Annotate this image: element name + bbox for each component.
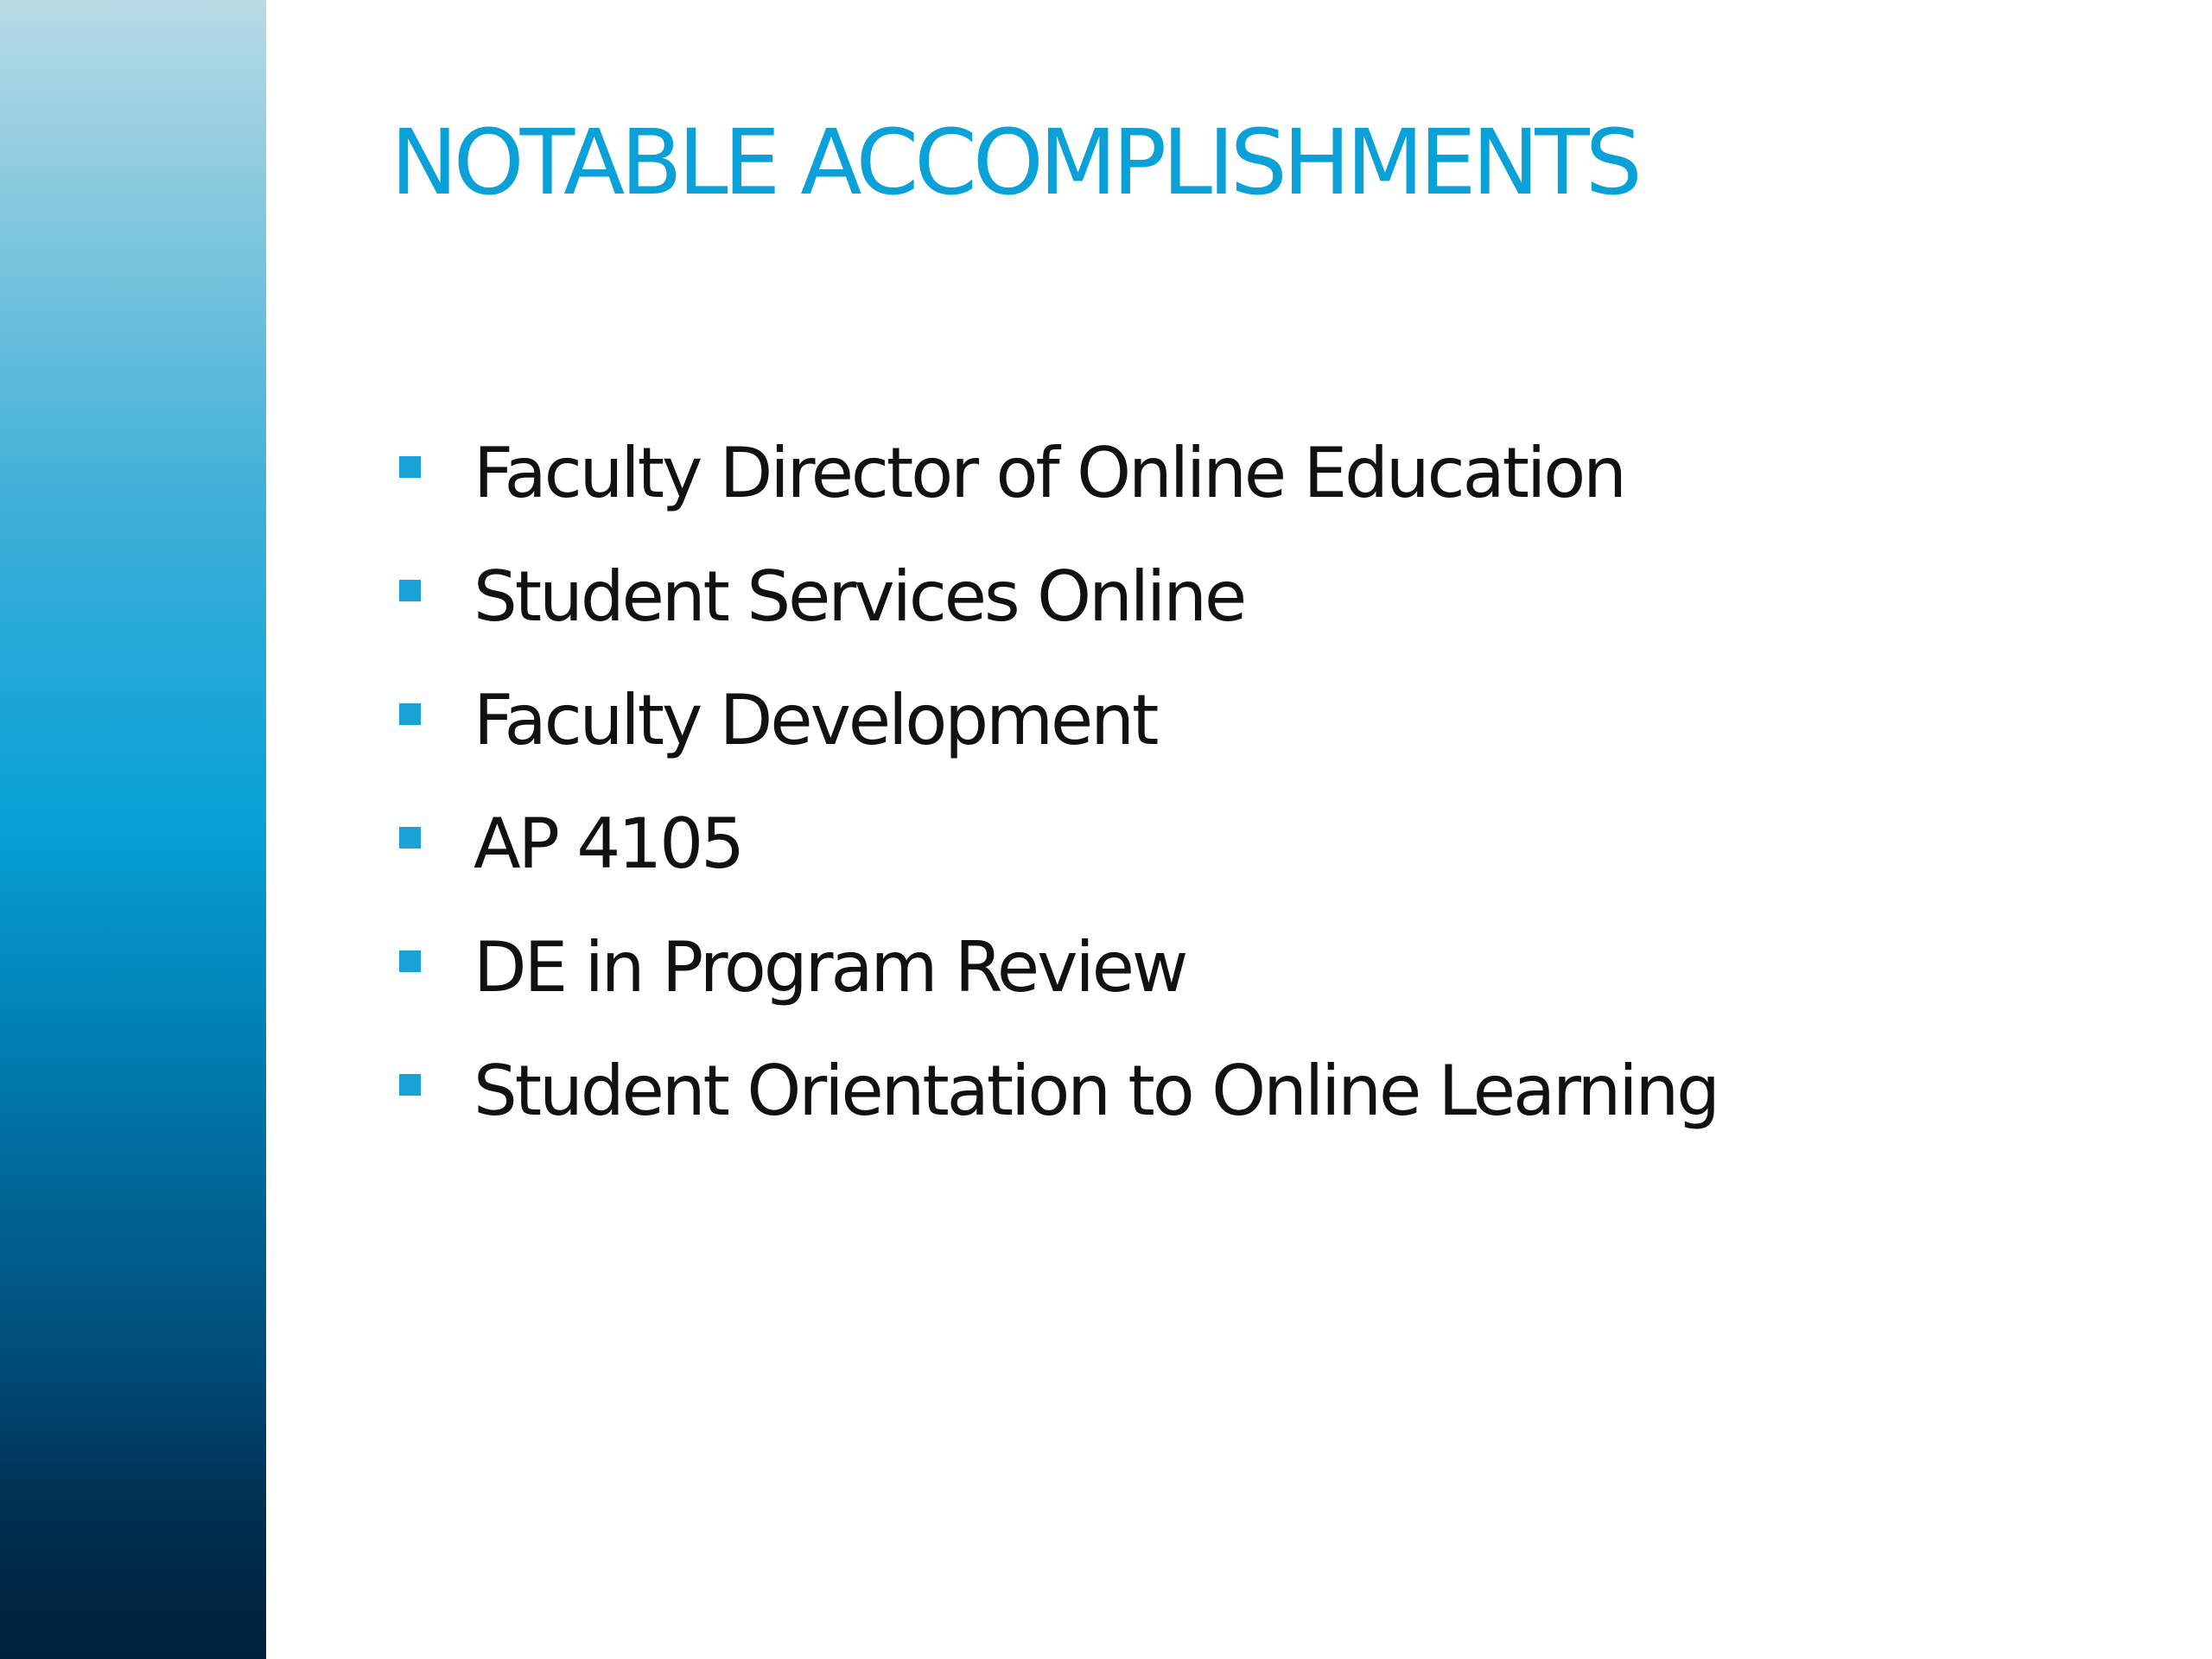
bullet-text: DE in Program Review — [474, 926, 1186, 1007]
square-bullet-icon — [399, 950, 421, 972]
square-bullet-icon — [399, 456, 421, 478]
slide-title: NOTABLE ACCOMPLISHMENTS — [391, 110, 1638, 215]
bullet-item-faculty-director — [391, 411, 1718, 535]
square-bullet-icon — [399, 1074, 421, 1096]
bullet-list — [391, 411, 1718, 1153]
bullet-item-faculty-development — [391, 658, 1718, 782]
bullet-item-student-services — [391, 535, 1718, 658]
square-bullet-icon — [399, 580, 421, 601]
square-bullet-icon — [399, 703, 421, 725]
bullet-item-de-program-review — [391, 906, 1718, 1029]
square-bullet-icon — [399, 827, 421, 849]
bullet-text: Faculty Director of Online Education — [474, 432, 1624, 513]
bullet-text: AP 4105 — [474, 803, 742, 884]
bullet-text: Faculty Development — [474, 679, 1157, 760]
side-gradient-bar — [0, 0, 266, 1659]
bullet-text: Student Orientation to Online Learning — [474, 1050, 1718, 1131]
bullet-item-ap-4105 — [391, 782, 1718, 906]
bullet-item-student-orientation — [391, 1029, 1718, 1153]
bullet-text: Student Services Online — [474, 556, 1245, 637]
